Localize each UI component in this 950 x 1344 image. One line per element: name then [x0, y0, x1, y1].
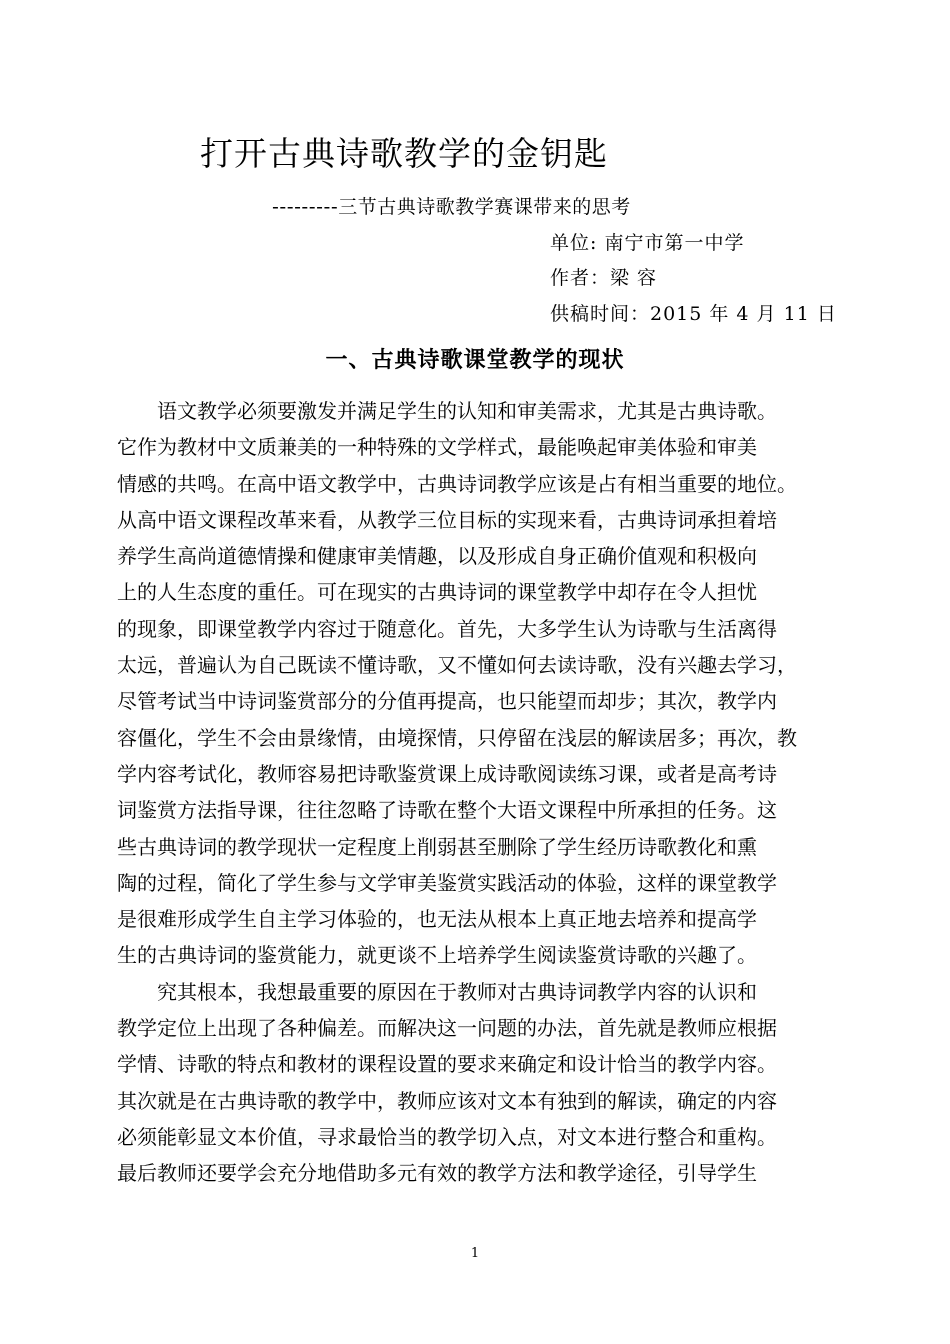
- paragraph-line: 究其根本，我想最重要的原因在于教师对古典诗词教学内容的认识和: [157, 979, 757, 1004]
- paragraph-line: 情感的共鸣。在高中语文教学中，古典诗词教学应该是占有相当重要的地位。: [117, 471, 797, 496]
- paragraph-line: 尽管考试当中诗词鉴赏部分的分值再提高，也只能望而却步；其次，教学内: [117, 689, 777, 714]
- paragraph-line: 学情、诗歌的特点和教材的课程设置的要求来确定和设计恰当的教学内容。: [117, 1052, 777, 1077]
- paragraph-line: 是很难形成学生自主学习体验的，也无法从根本上真正地去培养和提高学: [117, 907, 757, 932]
- paragraph-line: 生的古典诗词的鉴赏能力，就更谈不上培养学生阅读鉴赏诗歌的兴趣了。: [117, 943, 757, 968]
- paragraph-line: 养学生高尚道德情操和健康审美情趣，以及形成自身正确价值观和积极向: [117, 544, 757, 569]
- document-title: 打开古典诗歌教学的金钥匙: [200, 134, 608, 173]
- paragraph-line: 语文教学必须要激发并满足学生的认知和审美需求，尤其是古典诗歌。: [157, 399, 777, 423]
- paragraph-line: 最后教师还要学会充分地借助多元有效的教学方法和教学途径，引导学生: [117, 1161, 757, 1186]
- paragraph-line: 从高中语文课程改革来看，从教学三位目标的实现来看，古典诗词承担着培: [117, 507, 777, 532]
- paragraph-line: 些古典诗词的教学现状一定程度上削弱甚至删除了学生经历诗歌教化和熏: [117, 834, 757, 859]
- paragraph-line: 上的人生态度的重任。可在现实的古典诗词的课堂教学中却存在令人担忧: [117, 580, 757, 605]
- submission-date: 供稿时间：2015 年 4 月 11 日: [550, 303, 837, 325]
- body-text: [117, 393, 847, 1192]
- document-subtitle: ---------三节古典诗歌教学赛课带来的思考: [272, 196, 631, 218]
- paragraph-line: 其次就是在古典诗歌的教学中，教师应该对文本有独到的解读，确定的内容: [117, 1088, 777, 1113]
- paragraph-line: 陶的过程，简化了学生参与文学审美鉴赏实践活动的体验，这样的课堂教学: [117, 870, 777, 895]
- paragraph-line: 的现象，即课堂教学内容过于随意化。首先，大多学生认为诗歌与生活离得: [117, 616, 777, 641]
- paragraph-line: 容僵化，学生不会由景缘情，由境探情，只停留在浅层的解读居多；再次，教: [117, 725, 797, 750]
- page-number: 1: [470, 1246, 480, 1261]
- section-heading: 一、古典诗歌课堂教学的现状: [325, 348, 625, 373]
- paragraph-line: 学内容考试化，教师容易把诗歌鉴赏课上成诗歌阅读练习课，或者是高考诗: [117, 761, 777, 786]
- author-name: 作者：梁 容: [550, 267, 658, 289]
- author-unit: 单位: 南宁市第一中学: [550, 232, 745, 254]
- paragraph-line: 必须能彰显文本价值，寻求最恰当的教学切入点，对文本进行整合和重构。: [117, 1124, 777, 1149]
- paragraph-line: 太远，普遍认为自己既读不懂诗歌，又不懂如何去读诗歌，没有兴趣去学习，: [117, 653, 797, 678]
- paragraph-line: 它作为教材中文质兼美的一种特殊的文学样式，最能唤起审美体验和审美: [117, 435, 757, 460]
- paragraph-line: 词鉴赏方法指导课，往往忽略了诗歌在整个大语文课程中所承担的任务。这: [117, 798, 777, 823]
- paragraph-line: 教学定位上出现了各种偏差。而解决这一问题的办法，首先就是教师应根据: [117, 1016, 777, 1041]
